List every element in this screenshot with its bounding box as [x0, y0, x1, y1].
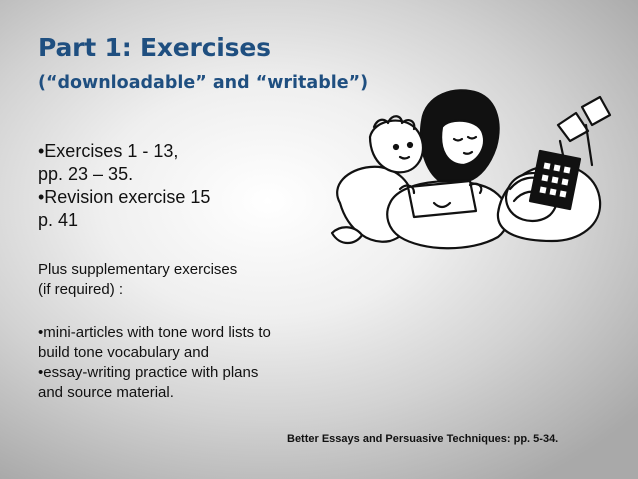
bullet-exercises: •Exercises 1 - 13,	[38, 141, 179, 161]
supplementary-item-1-cont: build tone vocabulary and	[38, 344, 209, 361]
supplementary-line-2: (if required) :	[38, 281, 124, 298]
supplementary-item-2-cont: and source material.	[38, 384, 174, 401]
source-citation: Better Essays and Persuasive Techniques: pp. 5-34.	[287, 433, 559, 445]
slide-title: Part 1: Exercises	[38, 33, 271, 62]
supplementary-line-1: Plus supplementary exercises	[38, 261, 238, 278]
bullet-revision: •Revision exercise 15	[38, 187, 211, 207]
slide-subtitle: (“downloadable” and “writable”)	[38, 73, 369, 93]
supplementary-item-1: •mini-articles with tone word lists to	[38, 324, 271, 341]
children-reading-tablet-illustration	[330, 85, 620, 255]
bullet-revision-page: p. 41	[38, 210, 79, 230]
bullet-exercises-pages: pp. 23 – 35.	[38, 164, 134, 184]
supplementary-item-2: •essay-writing practice with plans	[38, 364, 259, 381]
